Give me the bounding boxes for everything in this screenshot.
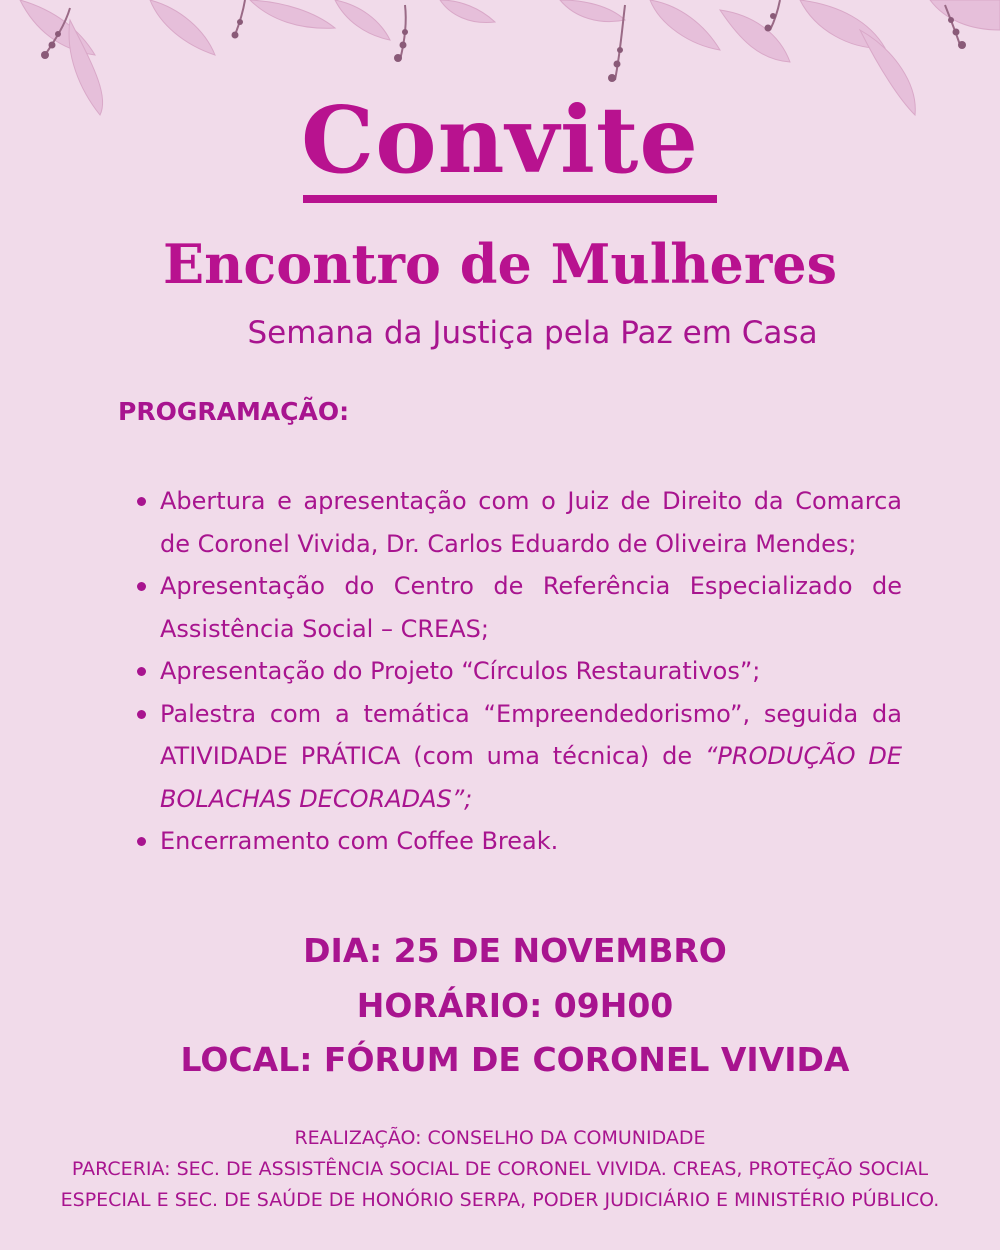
event-time: HORÁRIO: 09H00 <box>356 986 674 1025</box>
program-item <box>134 480 902 565</box>
event-tagline: Semana da Justiça pela Paz em Casa <box>247 315 818 351</box>
program-item-text: Palestra com a temática “Empreendedorismo”, seguida da ATIVIDADE PRÁTICA (com uma técnica) de <box>160 699 902 770</box>
footer-partners-line1: PARCERIA: SEC. DE ASSISTÊNCIA SOCIAL DE CORONEL VIVIDA. CREAS, PROTEÇÃO SOCIAL <box>71 1158 929 1180</box>
program-item-text: Encerramento com Coffee Break. <box>160 827 559 855</box>
footer-organizer: REALIZAÇÃO: CONSELHO DA COMUNIDADE <box>294 1127 706 1149</box>
title-underline <box>303 195 717 203</box>
title-text: Convite <box>301 86 699 194</box>
program-item-text: Apresentação do Centro de Referência Especializado de Assistência Social – CREAS; <box>160 572 902 643</box>
program-item <box>134 693 902 821</box>
program-item-emphasis: “PRODUÇÃO DE BOLACHAS DECORADAS”; <box>160 742 903 813</box>
event-date: DIA: 25 DE NOVEMBRO <box>303 931 727 970</box>
invitation-title <box>0 88 1000 192</box>
footer-partners-line2: ESPECIAL E SEC. DE SAÚDE DE HONÓRIO SERPA, PODER JUDICIÁRIO E MINISTÉRIO PÚBLICO. <box>60 1189 940 1211</box>
program-item <box>134 820 902 863</box>
event-subtitle: Encontro de Mulheres <box>162 232 838 296</box>
program-heading: PROGRAMAÇÃO: <box>118 397 350 426</box>
program-list <box>134 480 902 863</box>
event-location: LOCAL: FÓRUM DE CORONEL VIVIDA <box>180 1040 850 1079</box>
program-item <box>134 565 902 650</box>
program-item-text: Abertura e apresentação com o Juiz de Direito da Comarca de Coronel Vivida, Dr. Carlos Eduardo de Oliveira Mendes; <box>160 487 902 558</box>
program-item-text: Apresentação do Projeto “Círculos Restaurativos”; <box>160 657 761 685</box>
program-item <box>134 650 902 693</box>
